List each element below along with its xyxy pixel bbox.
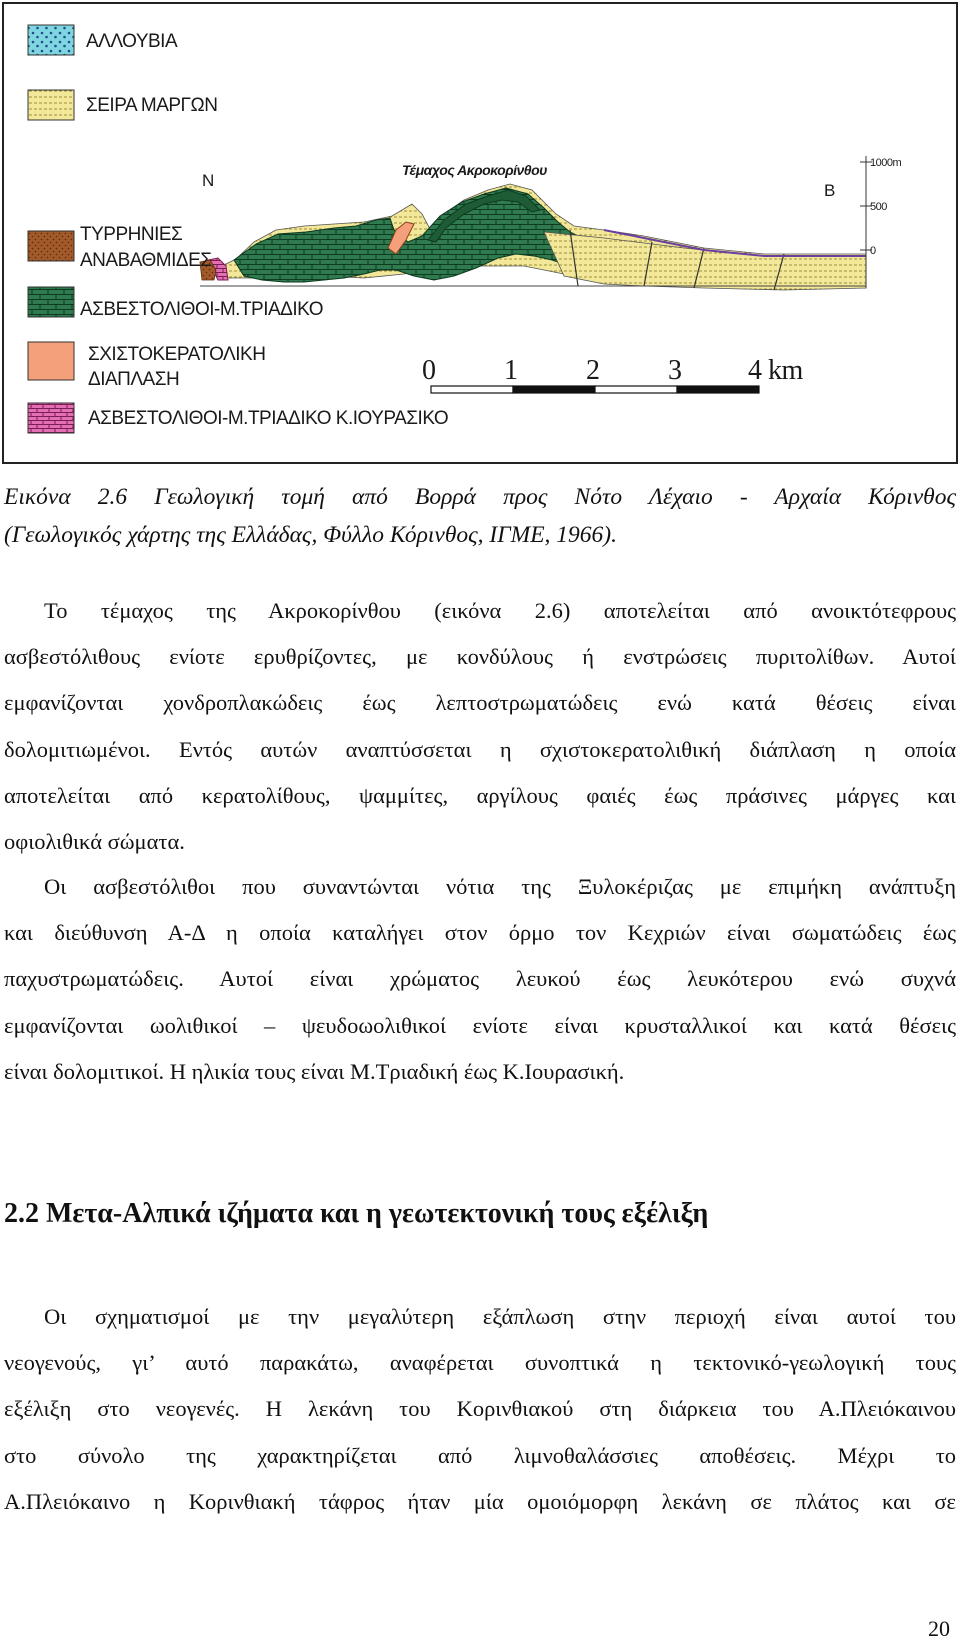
text-line: παχυστρωματώδεις. Αυτοί είναι χρώματος λευκού έως λευκότερου ενώ συχνά — [4, 966, 956, 992]
legend-swatch-alluvium — [28, 25, 74, 55]
page-number: 20 — [928, 1616, 950, 1641]
elevation-tick-0: 0 — [870, 245, 876, 257]
text-line: στο σύνολο της χαρακτηρίζεται από λιμνοθαλάσσιες αποθέσεις. Μέχρι το — [4, 1442, 956, 1468]
legend-swatch-limestone — [28, 287, 74, 317]
marl-right-block — [544, 232, 866, 290]
text-line: εμφανίζονται ωολιθικοί – ψευδοωολιθικοί ενίοτε είναι κρυσταλλικοί και κατά θέσεις — [4, 1012, 956, 1038]
caption-line: Εικόνα 2.6 Γεωλογική τομή από Βορρά προς Νότο Λέχαιο - Αρχαία Κόρινθος — [4, 484, 956, 510]
text-line: εμφανίζονται χονδροπλακώδεις έως λεπτοστρωματώδεις ενώ κατά θέσεις είναι — [4, 690, 956, 716]
elevation-tick-500: 500 — [870, 201, 887, 213]
scale-label-2: 2 — [586, 355, 600, 386]
text-line: Οι σχηματισμοί με την μεγαλύτερη εξάπλωση στην περιοχή είναι αυτοί του — [44, 1304, 956, 1329]
north-label: Ν — [202, 171, 214, 190]
legend-swatch-marl — [28, 90, 74, 120]
text-line: και διεύθυνση Α-Δ η οποία καταλήγει στον όρμο τον Κεχριών είναι σωματώδεις έως — [4, 920, 956, 946]
text-line: αποτελείται από κερατολίθους, ψαμμίτες, αργίλους φαιές έως πράσινες μάργες και — [4, 782, 956, 808]
section-title: Τέμαχος Ακροκορίνθου — [402, 162, 547, 178]
geological-section-figure — [2, 2, 958, 464]
legend-label-alluvium: ΑΛΛΟΥΒΙΑ — [86, 31, 178, 52]
figure-caption — [4, 478, 956, 554]
legend-label-marl: ΣΕΙΡΑ ΜΑΡΓΩΝ — [86, 95, 218, 116]
text-line: δολομιτιωμένοι. Εντός αυτών αναπτύσσεται η σχιστοκερατολιθική διάπλαση η οποία — [4, 736, 956, 762]
legend-swatch-pink-limestone — [28, 403, 74, 433]
legend-swatch-schist — [28, 342, 74, 380]
caption-line: (Γεωλογικός χάρτης της Ελλάδας, Φύλλο Κόρινθος, ΙΓΜΕ, 1966). — [4, 522, 618, 548]
text-line: Α.Πλειόκαινο η Κορινθιακή τάφρος ήταν μία ομοιόμορφη λεκάνη σε πλάτος και σε — [4, 1488, 956, 1514]
scale-bar — [431, 386, 759, 393]
scale-label-3: 3 — [668, 355, 682, 386]
text-line: είναι δολομιτικοί. Η ηλικία τους είναι Μ.Τριαδική έως Κ.Ιουρασική. — [4, 1058, 625, 1084]
legend-label-terraces-2: ΑΝΑΒΑΘΜΙΔΕΣ — [80, 250, 212, 271]
legend-label-schist: ΣΧΙΣΤΟΚΕΡΑΤΟΛΙΚΗ — [88, 344, 266, 365]
legend-label-pink-limestone: ΑΣΒΕΣΤΟΛΙΘΟΙ-Μ.ΤΡΙΑΔΙΚΟ Κ.ΙΟΥΡΑΣΙΚΟ — [88, 408, 449, 429]
legend-swatch-terraces — [28, 231, 74, 261]
text-line: εξέλιξη στο νεογενές. Η λεκάνη του Κορινθιακού στη διάρκεια του Α.Πλειόκαινου — [4, 1396, 956, 1422]
scale-label-4km: 4 km — [748, 355, 803, 386]
scale-label-0: 0 — [422, 355, 436, 386]
section-heading: 2.2 Μετα-Αλπικά ιζήματα και η γεωτεκτονική τους εξέλιξη — [4, 1198, 709, 1229]
text-line: Το τέμαχος της Ακροκορίνθου (εικόνα 2.6) αποτελείται από ανοικτότεφρους — [44, 598, 956, 623]
scale-label-1: 1 — [504, 355, 518, 386]
legend-label-limestone: ΑΣΒΕΣΤΟΛΙΘΟΙ-Μ.ΤΡΙΑΔΙΚΟ — [80, 299, 324, 320]
paragraph-limestones — [4, 864, 956, 1095]
text-line: ασβεστόλιθους ενίοτε ερυθρίζοντες, με κονδύλους ή ενστρώσεις πυριτολίθων. Αυτοί — [4, 644, 956, 670]
legend-label-schist-2: ΔΙΑΠΛΑΣΗ — [88, 369, 180, 390]
elevation-tick-1000: 1000m — [870, 157, 902, 169]
paragraph-neogene — [4, 1294, 956, 1525]
legend-label-terraces: ΤΥΡΡΗΝΙΕΣ — [80, 224, 183, 245]
text-line: οφιολιθικά σώματα. — [4, 829, 185, 855]
south-label: Β — [824, 181, 835, 200]
text-line: νεογενούς, γι’ αυτό παρακάτω, αναφέρεται συνοπτικά η τεκτονικό-γεωλογική τους — [4, 1350, 956, 1376]
text-line: Οι ασβεστόλιθοι που συναντώνται νότια της Ξυλοκέριζας με επιμήκη ανάπτυξη — [44, 874, 956, 899]
paragraph-acrocorinth — [4, 588, 956, 865]
